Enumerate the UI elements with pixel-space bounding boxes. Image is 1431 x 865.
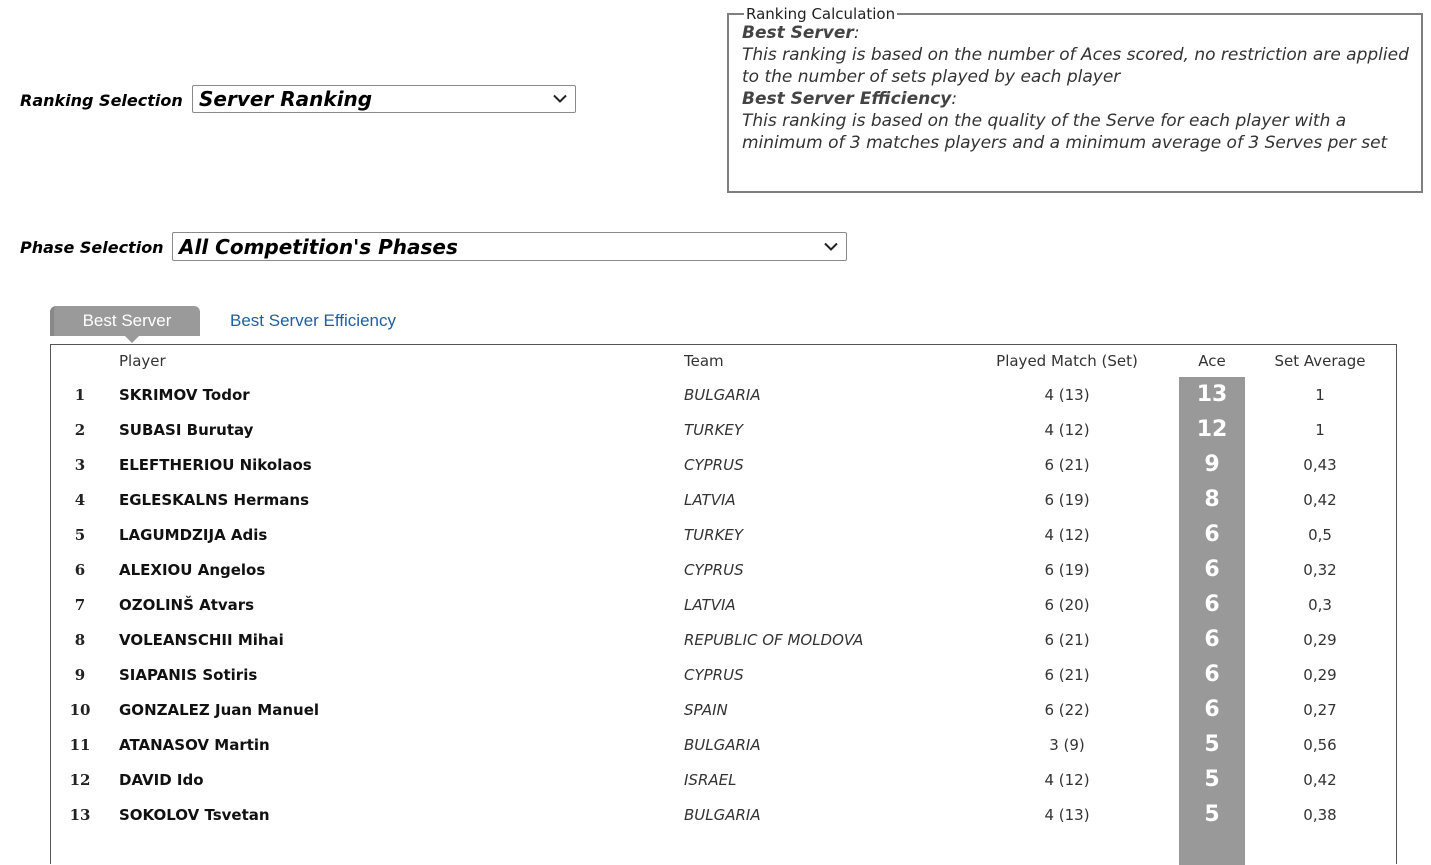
- phase-select-value: All Competition's Phases: [179, 234, 458, 259]
- set-average-cell: 0,5: [1308, 525, 1332, 544]
- ace-count: 6: [1204, 557, 1220, 582]
- ranking-select[interactable]: [192, 85, 576, 113]
- played-match-cell: 6 (20): [1044, 595, 1090, 614]
- team-name: LATVIA: [684, 595, 736, 614]
- table-row: [51, 482, 1396, 517]
- played-match-cell: 4 (13): [1044, 385, 1090, 404]
- player-name: VOLEANSCHII Mihai: [119, 630, 284, 649]
- set-average-cell: 0,43: [1303, 455, 1337, 474]
- rank-cell: 12: [69, 770, 91, 789]
- best-server-efficiency-description: This ranking is based on the quality of the Serve for each player with a minimum of 3 matches players and a minimum average of 3 Serves per set: [742, 111, 1388, 153]
- set-average-cell: 0,42: [1303, 490, 1337, 509]
- set-average-cell: 0,56: [1303, 735, 1337, 754]
- set-average-cell: 0,42: [1303, 770, 1337, 789]
- player-name: ATANASOV Martin: [119, 735, 270, 754]
- played-match-cell: 6 (22): [1044, 700, 1090, 719]
- column-header-played: Played Match (Set): [996, 352, 1138, 370]
- ace-count: 13: [1196, 382, 1228, 407]
- table-row: [51, 622, 1396, 657]
- played-match-cell: 4 (12): [1044, 420, 1090, 439]
- ranking-selection-label: Ranking Selection: [20, 91, 183, 110]
- table-header: [51, 345, 1396, 377]
- ace-count: 6: [1204, 522, 1220, 547]
- player-name: ALEXIOU Angelos: [119, 560, 266, 579]
- ace-count: 9: [1204, 452, 1220, 477]
- played-match-cell: 6 (21): [1044, 665, 1090, 684]
- team-name: LATVIA: [684, 490, 736, 509]
- ranking-calculation-legend: Ranking Calculation: [746, 5, 896, 23]
- table-row: [51, 517, 1396, 552]
- played-match-cell: 4 (12): [1044, 770, 1090, 789]
- column-header-set-average: Set Average: [1274, 352, 1366, 370]
- ranking-select-value: Server Ranking: [199, 87, 373, 111]
- set-average-cell: 1: [1315, 385, 1325, 404]
- played-match-cell: 4 (12): [1044, 525, 1090, 544]
- rank-cell: 1: [74, 385, 86, 404]
- phase-select[interactable]: [172, 232, 847, 261]
- team-name: REPUBLIC OF MOLDOVA: [684, 630, 864, 649]
- best-server-description: This ranking is based on the number of Aces scored, no restriction are applied to the number of sets played by each player: [742, 45, 1409, 87]
- rank-cell: 7: [74, 595, 86, 614]
- played-match-cell: 6 (19): [1044, 560, 1090, 579]
- rank-cell: 10: [69, 700, 91, 719]
- table-row: [51, 377, 1396, 412]
- player-name: OZOLINŠ Atvars: [119, 595, 255, 614]
- set-average-cell: 0,32: [1303, 560, 1337, 579]
- ace-count: 6: [1204, 592, 1220, 617]
- tab-best-server-efficiency[interactable]: Best Server Efficiency: [230, 311, 396, 330]
- table-row: [51, 797, 1396, 832]
- ace-count: 5: [1204, 802, 1220, 827]
- played-match-cell: 3 (9): [1049, 735, 1085, 754]
- table-row: [51, 447, 1396, 482]
- ranking-calculation-box: Ranking Calculation Best Server: This ranking is based on the number of Aces scored, no restriction are applied to the number of sets played by each player Best Server Efficiency: This ranking is based on the quality of the Serve for each player with a minimum of 3 matches players and a minimum average of 3 Serves per set: [727, 5, 1423, 193]
- player-name: SIAPANIS Sotiris: [119, 665, 258, 684]
- player-name: SUBASI Burutay: [119, 420, 254, 439]
- ace-count: 5: [1204, 732, 1220, 757]
- table-row: [51, 552, 1396, 587]
- team-name: TURKEY: [684, 420, 744, 439]
- table-row: [51, 657, 1396, 692]
- team-name: CYPRUS: [684, 560, 744, 579]
- rank-cell: 13: [69, 805, 91, 824]
- column-header-team: Team: [684, 352, 724, 370]
- ace-count: 6: [1204, 627, 1220, 652]
- best-server-title: Best Server: [742, 23, 854, 43]
- ace-count: 8: [1204, 487, 1220, 512]
- ace-count: 12: [1196, 417, 1228, 442]
- player-name: EGLESKALNS Hermans: [119, 490, 310, 509]
- ace-count: 6: [1204, 697, 1220, 722]
- column-header-ace: Ace: [1198, 352, 1226, 370]
- rank-cell: 3: [74, 455, 86, 474]
- ace-count: 5: [1204, 767, 1220, 792]
- team-name: CYPRUS: [684, 665, 744, 684]
- player-name: SOKOLOV Tsvetan: [119, 805, 270, 824]
- set-average-cell: 1: [1315, 420, 1325, 439]
- played-match-cell: 6 (19): [1044, 490, 1090, 509]
- team-name: BULGARIA: [684, 385, 761, 404]
- team-name: CYPRUS: [684, 455, 744, 474]
- set-average-cell: 0,38: [1303, 805, 1337, 824]
- chevron-down-icon: [553, 95, 567, 104]
- tab-best-server[interactable]: Best Server: [50, 306, 200, 336]
- table-row: [51, 762, 1396, 797]
- rank-cell: 5: [74, 525, 86, 544]
- set-average-cell: 0,3: [1308, 595, 1332, 614]
- played-match-cell: 6 (21): [1044, 455, 1090, 474]
- played-match-cell: 4 (13): [1044, 805, 1090, 824]
- team-name: BULGARIA: [684, 805, 761, 824]
- table-row: [51, 587, 1396, 622]
- table-row: [51, 727, 1396, 762]
- player-name: LAGUMDZIJA Adis: [119, 525, 268, 544]
- rank-cell: 6: [74, 560, 86, 579]
- set-average-cell: 0,29: [1303, 665, 1337, 684]
- player-name: GONZALEZ Juan Manuel: [119, 700, 320, 719]
- set-average-cell: 0,29: [1303, 630, 1337, 649]
- rank-cell: 4: [74, 490, 86, 509]
- chevron-down-icon: [824, 242, 838, 251]
- set-average-cell: 0,27: [1303, 700, 1337, 719]
- best-server-efficiency-title: Best Server Efficiency: [742, 89, 952, 109]
- team-name: ISRAEL: [684, 770, 737, 789]
- phase-selection-label: Phase Selection: [20, 238, 164, 257]
- ace-count: 6: [1204, 662, 1220, 687]
- rank-cell: 9: [74, 665, 86, 684]
- player-name: SKRIMOV Todor: [119, 385, 250, 404]
- column-header-player: Player: [119, 352, 166, 370]
- rank-cell: 8: [74, 630, 86, 649]
- team-name: TURKEY: [684, 525, 744, 544]
- played-match-cell: 6 (21): [1044, 630, 1090, 649]
- player-name: ELEFTHERIOU Nikolaos: [119, 455, 312, 474]
- table-row: [51, 692, 1396, 727]
- player-name: DAVID Ido: [119, 770, 204, 789]
- table-row: [51, 412, 1396, 447]
- ranking-table: [50, 344, 1397, 864]
- team-name: BULGARIA: [684, 735, 761, 754]
- rank-cell: 2: [74, 420, 86, 439]
- team-name: SPAIN: [684, 700, 728, 719]
- rank-cell: 11: [69, 735, 91, 754]
